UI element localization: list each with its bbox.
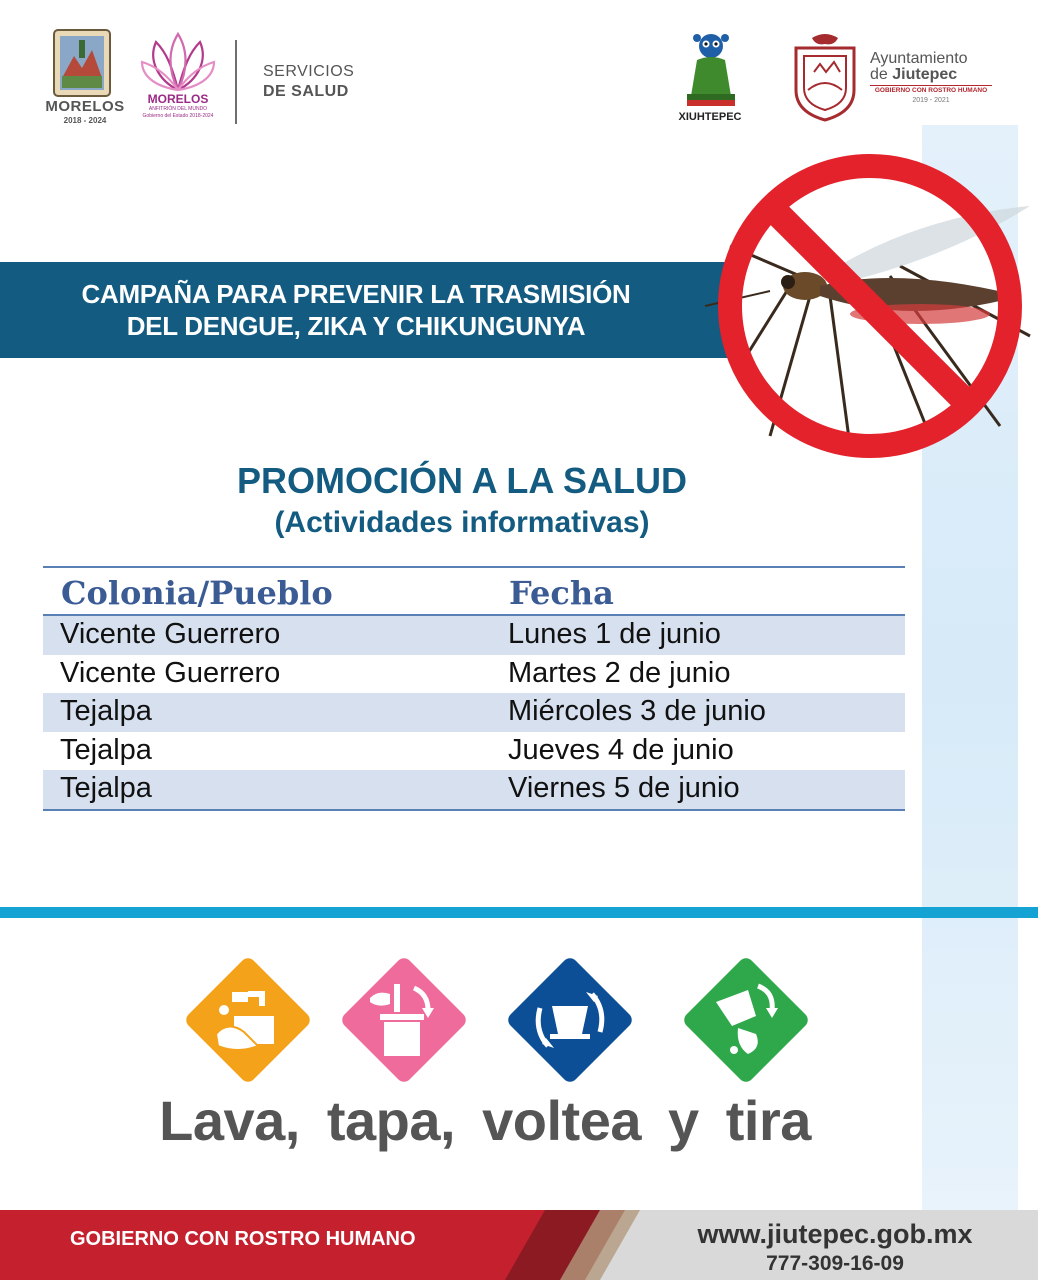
header-divider [235,40,237,124]
table-header-row [43,568,905,616]
row-place: Vicente Guerrero [60,656,281,689]
morelos-shield-icon [52,28,112,98]
row-date: Jueves 4 de junio [508,733,734,766]
row-place: Vicente Guerrero [60,618,281,650]
servicios-line1: SERVICIOS [263,63,355,80]
table-row [43,655,905,694]
campaign-title: CAMPAÑA PARA PREVENIR LA TRASMISIÓN DEL DENGUE, ZIKA Y CHIKUNGUNYA [81,279,631,341]
row-date: Viernes 5 de junio [508,772,740,804]
slogan: Lava, tapa, voltea y tira [159,1089,811,1152]
jiutepec-seal-icon [790,32,860,122]
row-place: Tejalpa [60,695,152,727]
table-row [43,616,905,655]
row-date: Martes 2 de junio [508,656,731,689]
xiuhtepec-logo-icon [683,30,739,110]
morelos-logo-name: MORELOS [45,98,125,115]
morelos-flower-name: MORELOS [147,92,209,106]
row-place: Tejalpa [60,733,152,766]
xiuhtepec-logo-name: XIUHTEPEC [678,111,742,123]
morelos-flower-tagline: ANFITRIÓN DEL MUNDO [148,106,208,112]
footer-website-link[interactable]: www.jiutepec.gob.mx [697,1219,973,1249]
table-row [43,693,905,732]
footer-motto: GOBIERNO CON ROSTRO HUMANO [70,1228,416,1250]
servicios-line2: DE SALUD [263,83,349,100]
morelos-flower-icon [138,30,218,94]
morelos-flower-sub: Gobierno del Estado 2018-2024 [142,113,214,119]
morelos-logo-years: 2018 - 2024 [63,116,107,125]
footer-phone: 777-309-16-09 [766,1252,904,1275]
row-date: Lunes 1 de junio [508,618,721,650]
table-bottom-rule [43,809,905,811]
ayuntamiento-motto: GOBIERNO CON ROSTRO HUMANO [874,87,988,94]
promo-subtitle: (Actividades informativas) [274,506,650,539]
no-mosquito-icon [700,136,1038,476]
table-row [43,770,905,809]
ayuntamiento-line2: de Jiutepec [870,66,958,83]
row-date: Miércoles 3 de junio [508,695,766,727]
table-row [43,732,905,771]
row-place: Tejalpa [60,772,152,804]
header-fecha: Fecha [509,574,614,612]
section-divider [0,907,1038,918]
schedule-table [43,566,905,811]
lava-icon [178,950,318,1090]
ayuntamiento-rule [870,85,992,86]
voltea-icon [500,950,640,1090]
ayuntamiento-line1: Ayuntamiento [870,50,968,67]
tira-icon [676,950,816,1090]
header-colonia: Colonia/Pueblo [61,574,333,612]
tapa-icon [334,950,474,1090]
promo-title: PROMOCIÓN A LA SALUD [237,460,687,501]
ayuntamiento-years: 2019 - 2021 [912,97,950,104]
